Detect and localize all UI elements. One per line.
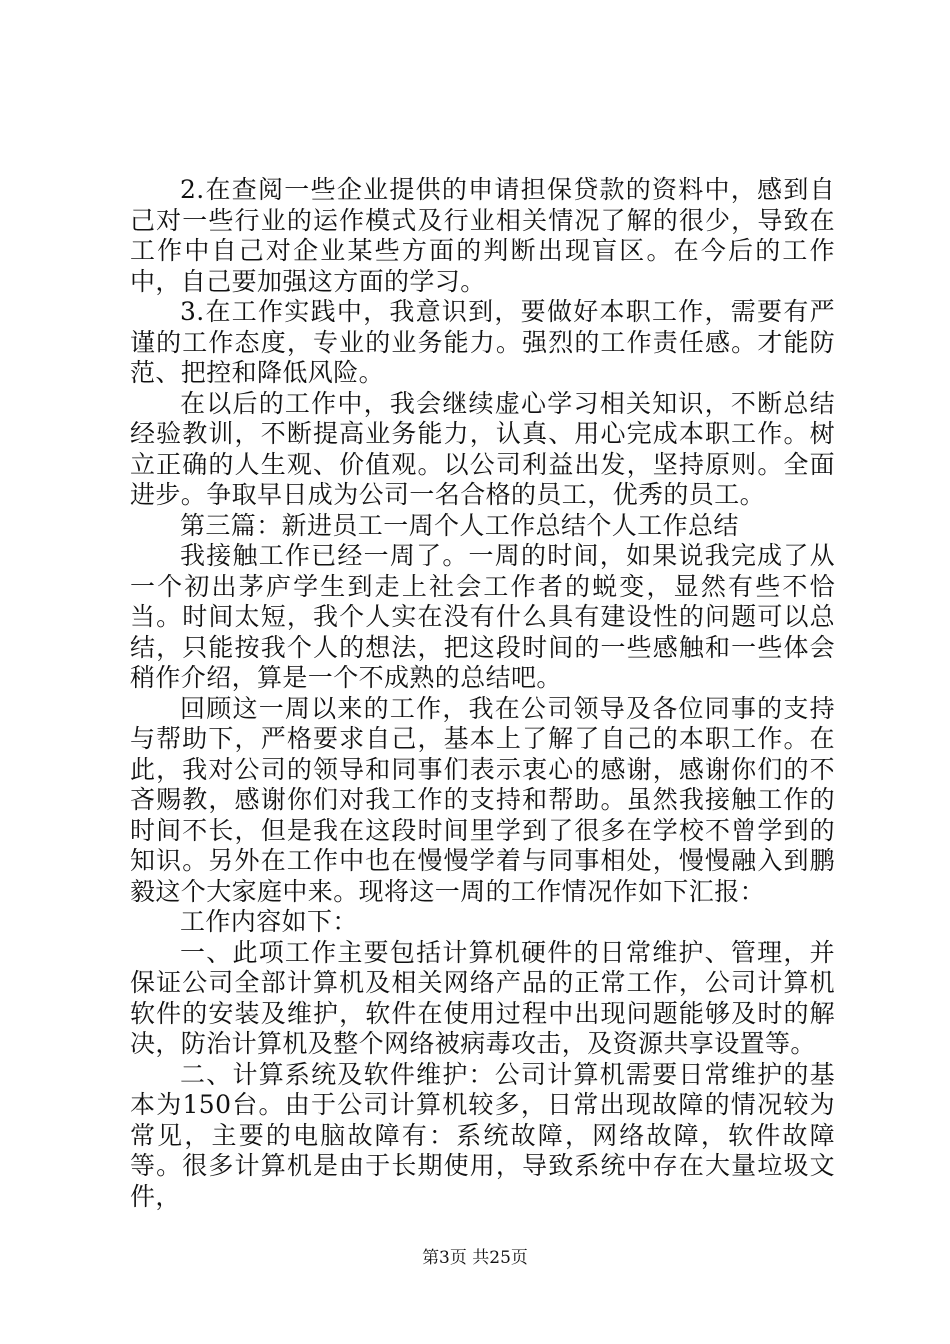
document-body xyxy=(130,175,835,1212)
paragraph: 一、此项工作主要包括计算机硬件的日常维护、管理，并保证公司全部计算机及相关网络产品的正常工作，公司计算机软件的安装及维护，软件在使用过程中出现问题能够及时的解决，防治计算机及整个网络被病毒攻击，及资源共享设置等。 xyxy=(130,937,835,1058)
paragraph: 我接触工作已经一周了。一周的时间，如果说我完成了从一个初出茅庐学生到走上社会工作者的蜕变，显然有些不恰当。时间太短，我个人实在没有什么具有建设性的问题可以总结，只能按我个人的想法，把这段时间的一些感触和一些体会稍作介绍，算是一个不成熟的总结吧。 xyxy=(130,541,835,692)
paragraph: 工作内容如下： xyxy=(180,907,358,936)
paragraph: 在以后的工作中，我会继续虚心学习相关知识，不断总结经验教训，不断提高业务能力，认真、用心完成本职工作。树立正确的人生观、价值观。以公司利益出发，坚持原则。全面进步。争取早日成为公司一名合格的员工，优秀的员工。 xyxy=(130,388,835,509)
paragraph: 回顾这一周以来的工作，我在公司领导及各位同事的支持与帮助下，严格要求自己，基本上了解了自己的本职工作。在此，我对公司的领导和同事们表示衷心的感谢，感谢你们的不吝赐教，感谢你们对我工作的支持和帮助。虽然我接触工作的时间不长，但是我在这段时间里学到了很多在学校不曾学到的知识。另外在工作中也在慢慢学着与同事相处，慢慢融入到鹏毅这个大家庭中来。现将这一周的工作情况作如下汇报： xyxy=(130,693,835,906)
page-number-footer: 第3页 共25页 xyxy=(422,1248,528,1268)
paragraph: 3.在工作实践中，我意识到，要做好本职工作，需要有严谨的工作态度，专业的业务能力。强烈的工作责任感。才能防范、把控和降低风险。 xyxy=(130,297,835,387)
paragraph: 二、计算系统及软件维护：公司计算机需要日常维护的基本为150台。由于公司计算机较多，日常出现故障的情况较为常见，主要的电脑故障有：系统故障，网络故障，软件故障等。很多计算机是由于长期使用，导致系统中存在大量垃圾文件， xyxy=(130,1059,835,1211)
section-heading: 第三篇：新进员工一周个人工作总结个人工作总结 xyxy=(180,510,739,540)
paragraph: 2.在查阅一些企业提供的申请担保贷款的资料中，感到自己对一些行业的运作模式及行业相关情况了解的很少，导致在工作中自己对企业某些方面的判断出现盲区。在今后的工作中，自己要加强这方面的学习。 xyxy=(130,175,835,296)
